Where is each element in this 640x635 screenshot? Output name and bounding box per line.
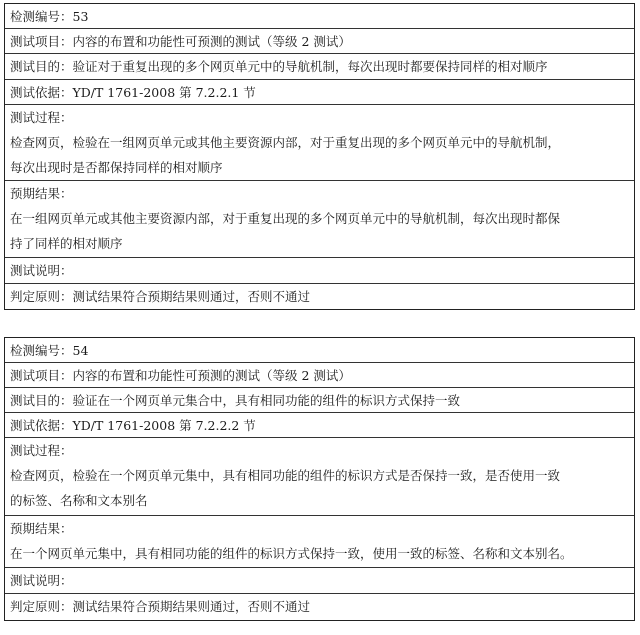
case-id-label: 检测编号： — [10, 9, 73, 24]
expected-result-label: 预期结果： — [10, 521, 73, 536]
case-id-row — [5, 338, 634, 363]
test-purpose-row — [5, 54, 634, 80]
test-item-row — [5, 29, 634, 54]
test-notes-text: 测试说明： — [10, 573, 73, 588]
judgment-criteria-row — [5, 284, 634, 309]
judgment-criteria-row — [5, 594, 634, 620]
case-id-value: 53 — [72, 9, 89, 24]
judgment-criteria-text: 判定原则：测试结果符合预期结果则通过，否则不通过 — [10, 599, 311, 614]
expected-result-row — [5, 181, 634, 258]
test-item-text: 测试项目：内容的布置和功能性可预测的测试（等级 2 测试） — [10, 368, 351, 383]
expected-result-row — [5, 516, 634, 568]
test-process-label: 测试过程： — [10, 443, 73, 458]
test-basis-row — [5, 413, 634, 438]
test-purpose-row — [5, 388, 634, 413]
test-item-text: 测试项目：内容的布置和功能性可预测的测试（等级 2 测试） — [10, 34, 351, 49]
test-basis-text: 测试依据：YD/T 1761-2008 第 7.2.2.1 节 — [10, 85, 256, 100]
test-process-line: 检查网页，检验在一个网页单元集中，具有相同功能的组件的标识方式是否保持一致，是否使用一致 — [10, 468, 561, 483]
test-case-table — [4, 337, 635, 621]
test-process-row — [5, 438, 634, 516]
test-basis-row — [5, 80, 634, 105]
test-item-row — [5, 363, 634, 388]
case-id-value: 54 — [72, 343, 89, 358]
expected-result-line: 持了同样的相对顺序 — [10, 236, 123, 251]
test-process-row — [5, 105, 634, 181]
test-process-line: 检查网页，检验在一组网页单元或其他主要资源内部，对于重复出现的多个网页单元中的导航机制， — [10, 135, 561, 150]
test-process-line: 每次出现时是否都保持同样的相对顺序 — [10, 160, 223, 175]
test-purpose-text: 测试目的：验证在一个网页单元集合中，具有相同功能的组件的标识方式保持一致 — [10, 393, 461, 408]
test-case-table — [4, 3, 635, 310]
test-basis-text: 测试依据：YD/T 1761-2008 第 7.2.2.2 节 — [10, 418, 256, 433]
test-notes-row — [5, 258, 634, 284]
expected-result-line: 在一组网页单元或其他主要资源内部，对于重复出现的多个网页单元中的导航机制，每次出现时都保 — [10, 211, 561, 226]
test-purpose-text: 测试目的：验证对于重复出现的多个网页单元中的导航机制，每次出现时都要保持同样的相对顺序 — [10, 59, 548, 74]
test-notes-text: 测试说明： — [10, 263, 73, 278]
expected-result-label: 预期结果： — [10, 186, 73, 201]
test-notes-row — [5, 568, 634, 594]
case-id-row — [5, 4, 634, 29]
test-process-line: 的标签、名称和文本别名 — [10, 493, 148, 508]
judgment-criteria-text: 判定原则：测试结果符合预期结果则通过，否则不通过 — [10, 289, 311, 304]
case-id-label: 检测编号： — [10, 343, 73, 358]
test-process-label: 测试过程： — [10, 110, 73, 125]
expected-result-line: 在一个网页单元集中，具有相同功能的组件的标识方式保持一致，使用一致的标签、名称和文本别名。 — [10, 546, 573, 561]
